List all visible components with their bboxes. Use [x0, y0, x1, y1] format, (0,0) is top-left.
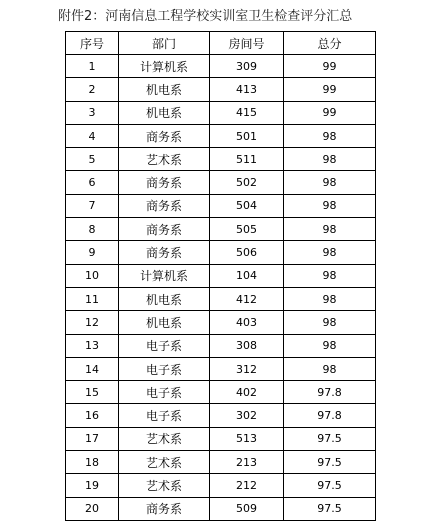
cell-room-number: 504 [210, 194, 284, 217]
cell-room-number: 501 [210, 124, 284, 147]
cell-room-number: 505 [210, 218, 284, 241]
cell-total-score: 99 [284, 101, 376, 124]
table-row [66, 124, 376, 147]
cell-room-number: 403 [210, 311, 284, 334]
cell-seq: 3 [66, 101, 119, 124]
table-row [66, 334, 376, 357]
cell-department: 电子系 [119, 381, 210, 404]
table-row [66, 311, 376, 334]
header-department: 部门 [119, 32, 210, 55]
cell-department: 机电系 [119, 311, 210, 334]
cell-seq: 6 [66, 171, 119, 194]
table-body [66, 55, 376, 521]
cell-room-number: 509 [210, 497, 284, 520]
cell-department: 机电系 [119, 101, 210, 124]
table-row [66, 404, 376, 427]
cell-department: 商务系 [119, 497, 210, 520]
cell-total-score: 97.5 [284, 427, 376, 450]
table-row [66, 264, 376, 287]
table-row [66, 148, 376, 171]
header-total-score: 总分 [284, 32, 376, 55]
table-row [66, 194, 376, 217]
cell-room-number: 511 [210, 148, 284, 171]
table-row [66, 474, 376, 497]
table-row [66, 427, 376, 450]
cell-seq: 11 [66, 287, 119, 310]
table-row [66, 218, 376, 241]
cell-department: 商务系 [119, 241, 210, 264]
table-row [66, 381, 376, 404]
cell-room-number: 212 [210, 474, 284, 497]
cell-seq: 12 [66, 311, 119, 334]
cell-department: 机电系 [119, 287, 210, 310]
cell-seq: 10 [66, 264, 119, 287]
cell-room-number: 309 [210, 55, 284, 78]
table-row [66, 451, 376, 474]
cell-department: 商务系 [119, 218, 210, 241]
cell-department: 电子系 [119, 357, 210, 380]
cell-total-score: 98 [284, 311, 376, 334]
table-row [66, 287, 376, 310]
cell-room-number: 506 [210, 241, 284, 264]
cell-room-number: 413 [210, 78, 284, 101]
cell-seq: 17 [66, 427, 119, 450]
cell-total-score: 97.5 [284, 474, 376, 497]
cell-room-number: 308 [210, 334, 284, 357]
cell-total-score: 98 [284, 287, 376, 310]
cell-room-number: 502 [210, 171, 284, 194]
cell-department: 艺术系 [119, 148, 210, 171]
cell-seq: 5 [66, 148, 119, 171]
table-row [66, 78, 376, 101]
table-row [66, 171, 376, 194]
cell-seq: 4 [66, 124, 119, 147]
table-row [66, 101, 376, 124]
cell-total-score: 98 [284, 171, 376, 194]
cell-total-score: 97.5 [284, 497, 376, 520]
cell-seq: 13 [66, 334, 119, 357]
cell-total-score: 98 [284, 148, 376, 171]
cell-room-number: 415 [210, 101, 284, 124]
cell-room-number: 402 [210, 381, 284, 404]
score-table [65, 31, 376, 521]
table-row [66, 357, 376, 380]
cell-total-score: 99 [284, 78, 376, 101]
cell-seq: 20 [66, 497, 119, 520]
cell-seq: 14 [66, 357, 119, 380]
document-title: 附件2：河南信息工程学校实训室卫生检查评分汇总 [58, 9, 353, 24]
cell-total-score: 98 [284, 264, 376, 287]
cell-seq: 9 [66, 241, 119, 264]
cell-total-score: 98 [284, 334, 376, 357]
table-row [66, 497, 376, 520]
cell-total-score: 97.8 [284, 381, 376, 404]
cell-department: 电子系 [119, 404, 210, 427]
cell-total-score: 97.8 [284, 404, 376, 427]
cell-total-score: 98 [284, 218, 376, 241]
cell-room-number: 312 [210, 357, 284, 380]
cell-department: 机电系 [119, 78, 210, 101]
table-row [66, 55, 376, 78]
cell-department: 商务系 [119, 194, 210, 217]
cell-total-score: 97.5 [284, 451, 376, 474]
cell-department: 商务系 [119, 171, 210, 194]
cell-total-score: 99 [284, 55, 376, 78]
cell-room-number: 104 [210, 264, 284, 287]
cell-seq: 18 [66, 451, 119, 474]
cell-room-number: 302 [210, 404, 284, 427]
cell-department: 计算机系 [119, 55, 210, 78]
cell-department: 艺术系 [119, 451, 210, 474]
cell-seq: 1 [66, 55, 119, 78]
cell-seq: 19 [66, 474, 119, 497]
cell-department: 艺术系 [119, 427, 210, 450]
cell-seq: 2 [66, 78, 119, 101]
cell-room-number: 412 [210, 287, 284, 310]
table-row [66, 241, 376, 264]
cell-seq: 16 [66, 404, 119, 427]
cell-room-number: 513 [210, 427, 284, 450]
cell-room-number: 213 [210, 451, 284, 474]
cell-total-score: 98 [284, 124, 376, 147]
cell-seq: 15 [66, 381, 119, 404]
table-header-row [66, 32, 376, 55]
cell-total-score: 98 [284, 241, 376, 264]
cell-department: 艺术系 [119, 474, 210, 497]
header-room-number: 房间号 [210, 32, 284, 55]
cell-department: 电子系 [119, 334, 210, 357]
cell-department: 计算机系 [119, 264, 210, 287]
cell-total-score: 98 [284, 194, 376, 217]
cell-department: 商务系 [119, 124, 210, 147]
cell-seq: 7 [66, 194, 119, 217]
cell-total-score: 98 [284, 357, 376, 380]
cell-seq: 8 [66, 218, 119, 241]
header-seq: 序号 [66, 32, 119, 55]
